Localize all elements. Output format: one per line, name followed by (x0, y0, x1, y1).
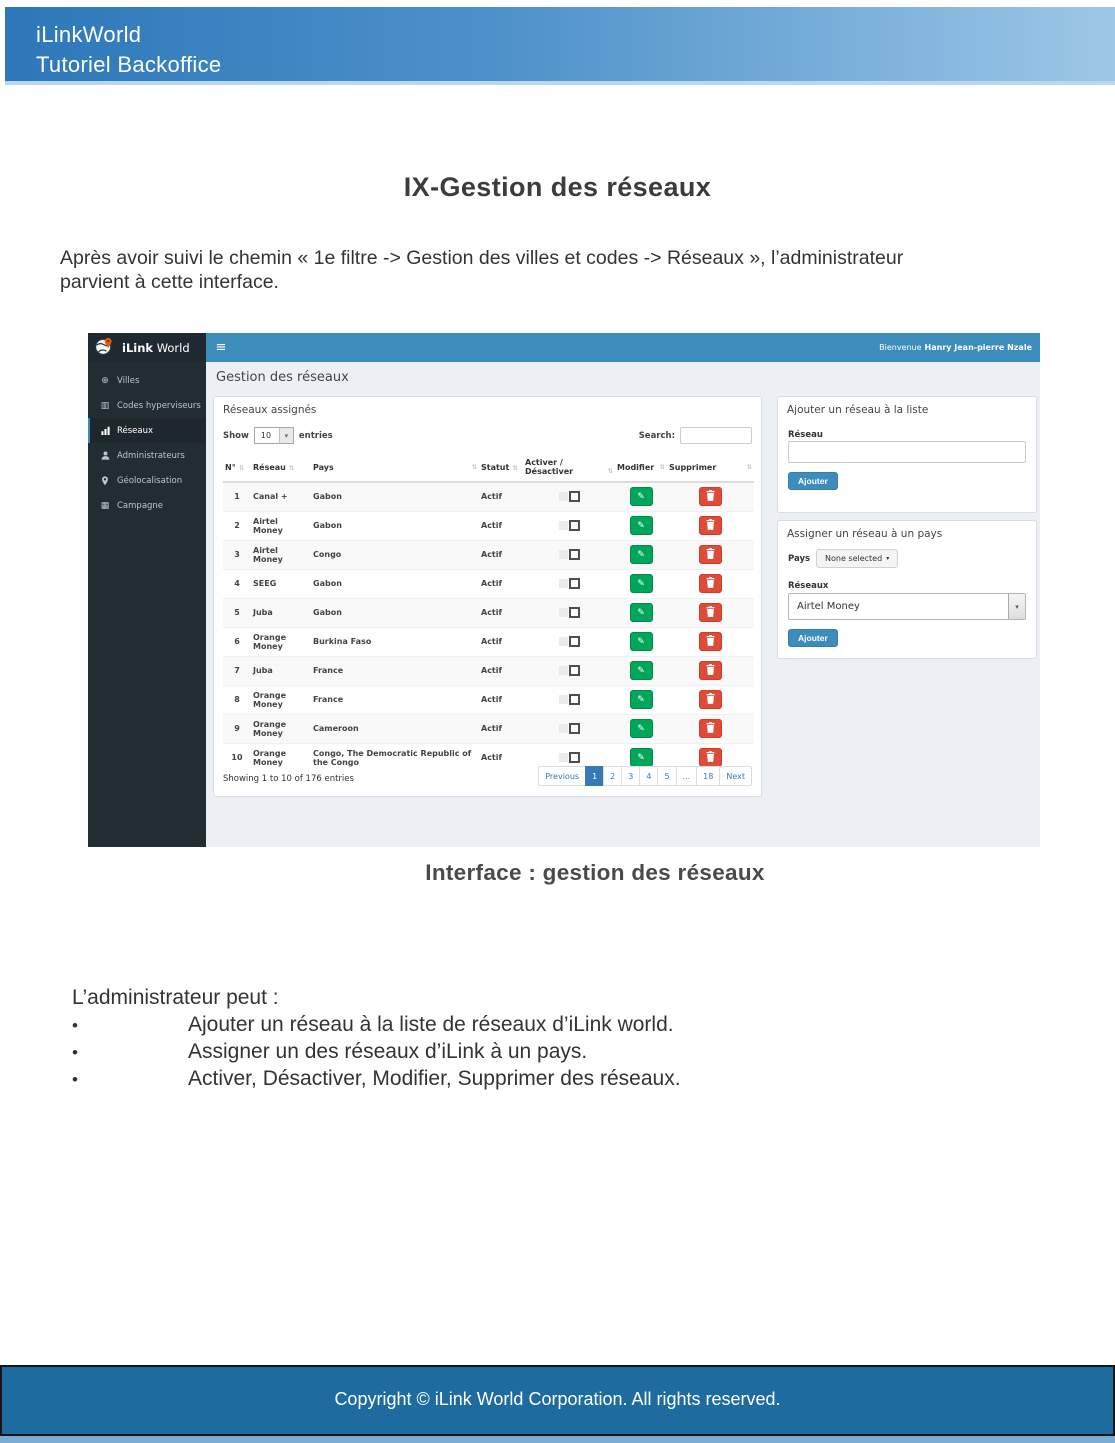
sort-icon: ⇅ (288, 463, 295, 472)
edit-button[interactable] (630, 661, 653, 680)
sidebar-item-reseaux[interactable]: Réseaux (88, 418, 206, 443)
panel-title: Réseaux assignés (223, 404, 317, 416)
map-pin-icon (99, 476, 111, 486)
page-size-control: Show 10 ▾ entries (223, 427, 333, 444)
table-row (223, 627, 754, 656)
table-row (223, 482, 754, 511)
pagination-item[interactable]: 1 (585, 766, 604, 786)
pagination (538, 766, 752, 786)
activate-checkbox[interactable] (559, 578, 580, 589)
chevron-down-icon: ▾ (1008, 594, 1025, 619)
trash-icon (706, 664, 715, 677)
cell-statut: Actif (479, 598, 523, 627)
cell-pays: Burkina Faso (311, 627, 479, 656)
sort-icon: ⇅ (659, 462, 665, 471)
trash-icon (706, 519, 715, 532)
banner-line1: iLinkWorld (36, 22, 142, 47)
pagination-item[interactable]: 5 (657, 766, 676, 786)
add-network-panel (777, 396, 1037, 513)
edit-button[interactable] (630, 545, 653, 564)
document-banner (5, 7, 1115, 85)
delete-button[interactable] (699, 603, 722, 622)
activate-checkbox[interactable] (559, 723, 580, 734)
table-header-row (223, 453, 754, 482)
backoffice-screenshot (88, 333, 1040, 847)
cell-n: 2 (223, 511, 251, 540)
sidebar-item-campagne[interactable]: ▦ Campagne (100, 500, 164, 511)
pencil-icon: ✎ (637, 578, 645, 589)
col-n[interactable]: N° ⇅ (223, 453, 251, 482)
cell-pays: Congo (311, 540, 479, 569)
pagination-item[interactable]: 2 (603, 766, 622, 786)
activate-checkbox[interactable] (559, 491, 580, 502)
page-title: Gestion des réseaux (216, 370, 349, 385)
cell-reseau: Airtel Money (251, 540, 311, 569)
cell-pays: Gabon (311, 511, 479, 540)
cell-pays: Congo, The Democratic Republic of the Congo (311, 743, 479, 772)
pencil-icon: ✎ (637, 607, 645, 618)
banner-line2: Tutoriel Backoffice (36, 52, 222, 77)
edit-button[interactable] (630, 574, 653, 593)
delete-button[interactable] (699, 632, 722, 651)
delete-button[interactable] (699, 545, 722, 564)
cell-pays: Cameroon (311, 714, 479, 743)
cell-n: 3 (223, 540, 251, 569)
pagination-ellipsis: ... (676, 766, 698, 786)
pencil-icon: ✎ (637, 723, 645, 734)
list-item: • Ajouter un réseau à la liste de réseaux d’iLink world. (72, 1013, 674, 1036)
document-footer: Copyright © iLink World Corporation. All rights reserved. (0, 1365, 1115, 1436)
sort-icon: ⇅ (238, 463, 245, 472)
trash-icon (706, 606, 715, 619)
edit-button[interactable] (630, 487, 653, 506)
pagination-item[interactable]: 18 (696, 766, 720, 786)
activate-checkbox[interactable] (559, 752, 580, 763)
cell-pays: France (311, 685, 479, 714)
reseaux-label: Réseaux (788, 581, 829, 591)
table-icon: ▥ (100, 400, 110, 411)
cell-pays: France (311, 656, 479, 685)
activate-checkbox[interactable] (559, 636, 580, 647)
table-row (223, 598, 754, 627)
sidebar-item-administrateurs[interactable]: Administrateurs (88, 443, 206, 468)
app-brand: iLink World (122, 340, 190, 355)
delete-button[interactable] (699, 661, 722, 680)
cell-n: 10 (223, 743, 251, 772)
app-navbar (206, 333, 1040, 362)
table-row (223, 714, 754, 743)
col-supprimer[interactable]: Supprimer ⇅ (667, 453, 754, 482)
cell-pays: Gabon (311, 482, 479, 511)
cell-pays: Gabon (311, 569, 479, 598)
footer-accent-strip (0, 1436, 1115, 1443)
ajouter-button[interactable]: Ajouter (788, 472, 838, 490)
chart-bars-icon (99, 426, 111, 435)
reseaux-assignes-panel (213, 396, 762, 797)
trash-icon (706, 635, 715, 648)
assign-network-panel (777, 520, 1037, 659)
figure-caption: Interface : gestion des réseaux (425, 860, 765, 885)
intro-line: Après avoir suivi le chemin « 1e filtre -> Gestion des villes et codes -> Réseaux », l’administrateur (60, 247, 904, 269)
cell-statut: Actif (479, 627, 523, 656)
reseau-input[interactable] (788, 441, 1026, 463)
panel-title: Assigner un réseau à un pays (787, 528, 943, 540)
trash-icon (706, 490, 715, 503)
cell-statut: Actif (479, 656, 523, 685)
user-name: Hanry Jean-pierre Nzale (924, 343, 1032, 352)
table-row (223, 569, 754, 598)
cell-reseau: SEEG (251, 569, 311, 598)
cell-n: 9 (223, 714, 251, 743)
cell-n: 1 (223, 482, 251, 511)
activate-checkbox[interactable] (559, 520, 580, 531)
delete-button[interactable] (699, 719, 722, 738)
delete-button[interactable] (699, 516, 722, 535)
cell-n: 7 (223, 656, 251, 685)
cell-statut: Actif (479, 743, 523, 772)
cell-statut: Actif (479, 569, 523, 598)
section-title: IX-Gestion des réseaux (403, 172, 712, 202)
calendar-icon: ▦ (100, 500, 110, 511)
edit-button[interactable] (630, 632, 653, 651)
pencil-icon: ✎ (637, 491, 645, 502)
cell-statut: Actif (479, 511, 523, 540)
cell-reseau: Juba (251, 598, 311, 627)
delete-button[interactable] (699, 748, 722, 767)
activate-checkbox[interactable] (559, 549, 580, 560)
trash-icon (706, 751, 715, 764)
table-row (223, 656, 754, 685)
list-item: • Assigner un des réseaux d’iLink à un pays. (72, 1040, 588, 1063)
cell-reseau: Orange Money (251, 685, 311, 714)
bullet-marker: • (72, 1016, 78, 1035)
activate-checkbox[interactable] (559, 694, 580, 705)
edit-button[interactable] (630, 748, 653, 767)
list-item: • Activer, Désactiver, Modifier, Supprimer des réseaux. (72, 1067, 681, 1090)
search-input[interactable] (680, 427, 752, 444)
trash-icon (706, 722, 715, 735)
table-row (223, 511, 754, 540)
panel-title: Ajouter un réseau à la liste (787, 404, 929, 416)
intro-line: parvient à cette interface. (60, 271, 279, 293)
pencil-icon: ✎ (637, 752, 645, 763)
edit-button[interactable] (630, 516, 653, 535)
hamburger-menu-icon[interactable]: ≡ (215, 340, 227, 355)
sort-icon: ⇅ (746, 462, 752, 471)
reseaux-select[interactable]: Airtel Money ▾ (788, 593, 1026, 620)
cell-statut: Actif (479, 685, 523, 714)
reseaux-table (223, 453, 754, 772)
trash-icon (706, 548, 715, 561)
sort-icon: ⇅ (607, 467, 613, 475)
page-size-select[interactable]: 10 ▾ (254, 427, 294, 444)
col-statut[interactable]: Statut ⇅ (479, 453, 523, 482)
search-label: Search: (638, 430, 675, 441)
pencil-icon: ✎ (637, 549, 645, 560)
col-pays[interactable]: Pays ⇅ (311, 453, 479, 482)
sort-icon: ⇅ (512, 463, 518, 472)
app-content (206, 362, 1040, 847)
pencil-icon: ✎ (637, 636, 645, 647)
cell-reseau: Juba (251, 656, 311, 685)
pagination-item[interactable]: Previous (538, 766, 586, 786)
chevron-down-icon: ▾ (886, 555, 890, 562)
cell-n: 5 (223, 598, 251, 627)
cell-n: 4 (223, 569, 251, 598)
cell-reseau: Canal + (251, 482, 311, 511)
bullet-marker: • (72, 1043, 78, 1062)
trash-icon (706, 577, 715, 590)
delete-button[interactable] (699, 690, 722, 709)
pencil-icon: ✎ (637, 665, 645, 676)
globe-icon: ⊕ (101, 375, 109, 386)
search-control (639, 427, 752, 444)
table-summary: Showing 1 to 10 of 176 entries (223, 774, 354, 784)
pagination-item[interactable]: Next (719, 766, 752, 786)
cell-statut: Actif (479, 482, 523, 511)
user-icon (99, 451, 111, 460)
table-row (223, 540, 754, 569)
sort-icon: ⇅ (471, 462, 477, 471)
globe-pin-logo-icon (94, 336, 114, 360)
pencil-icon: ✎ (637, 694, 645, 705)
reseau-field-label: Réseau (788, 430, 823, 440)
cell-statut: Actif (479, 540, 523, 569)
cell-n: 6 (223, 627, 251, 656)
col-activer[interactable]: Activer / Désactiver ⇅ (523, 453, 615, 482)
ajouter-button[interactable]: Ajouter (788, 629, 838, 647)
col-reseau[interactable]: Réseau ⇅ (251, 453, 311, 482)
trash-icon (706, 693, 715, 706)
cell-reseau: Airtel Money (251, 511, 311, 540)
bullet-marker: • (72, 1070, 78, 1089)
pencil-icon: ✎ (637, 520, 645, 531)
pagination-item[interactable]: 4 (639, 766, 658, 786)
edit-button[interactable] (630, 690, 653, 709)
col-modifier[interactable]: Modifier ⇅ (615, 453, 667, 482)
edit-button[interactable] (630, 719, 653, 738)
sidebar-item-villes[interactable]: ⊕ Villes (88, 368, 206, 393)
sidebar-item-codes-hyperviseurs[interactable]: ▥ Codes hyperviseurs (100, 400, 201, 411)
delete-button[interactable] (699, 487, 722, 506)
cell-reseau: Orange Money (251, 627, 311, 656)
edit-button[interactable] (630, 603, 653, 622)
chevron-down-icon: ▾ (279, 428, 293, 443)
sidebar-item-geolocalisation[interactable]: Géolocalisation (88, 468, 206, 493)
cell-reseau: Orange Money (251, 714, 311, 743)
intro-paragraph (60, 246, 1070, 294)
table-row (223, 685, 754, 714)
cell-reseau: Orange Money (251, 743, 311, 772)
app-sidebar (88, 362, 206, 847)
welcome-text: Bienvenue Hanry Jean-pierre Nzale (879, 343, 1032, 352)
pagination-item[interactable]: 3 (621, 766, 640, 786)
cell-pays: Gabon (311, 598, 479, 627)
cell-n: 8 (223, 685, 251, 714)
activate-checkbox[interactable] (559, 665, 580, 676)
app-logo-block[interactable] (88, 333, 206, 362)
pays-label: Pays (788, 554, 811, 564)
delete-button[interactable] (699, 574, 722, 593)
activate-checkbox[interactable] (559, 607, 580, 618)
admin-can-lead: L’administrateur peut : (72, 986, 279, 1009)
cell-statut: Actif (479, 714, 523, 743)
pays-dropdown[interactable]: None selected ▾ (816, 549, 898, 568)
